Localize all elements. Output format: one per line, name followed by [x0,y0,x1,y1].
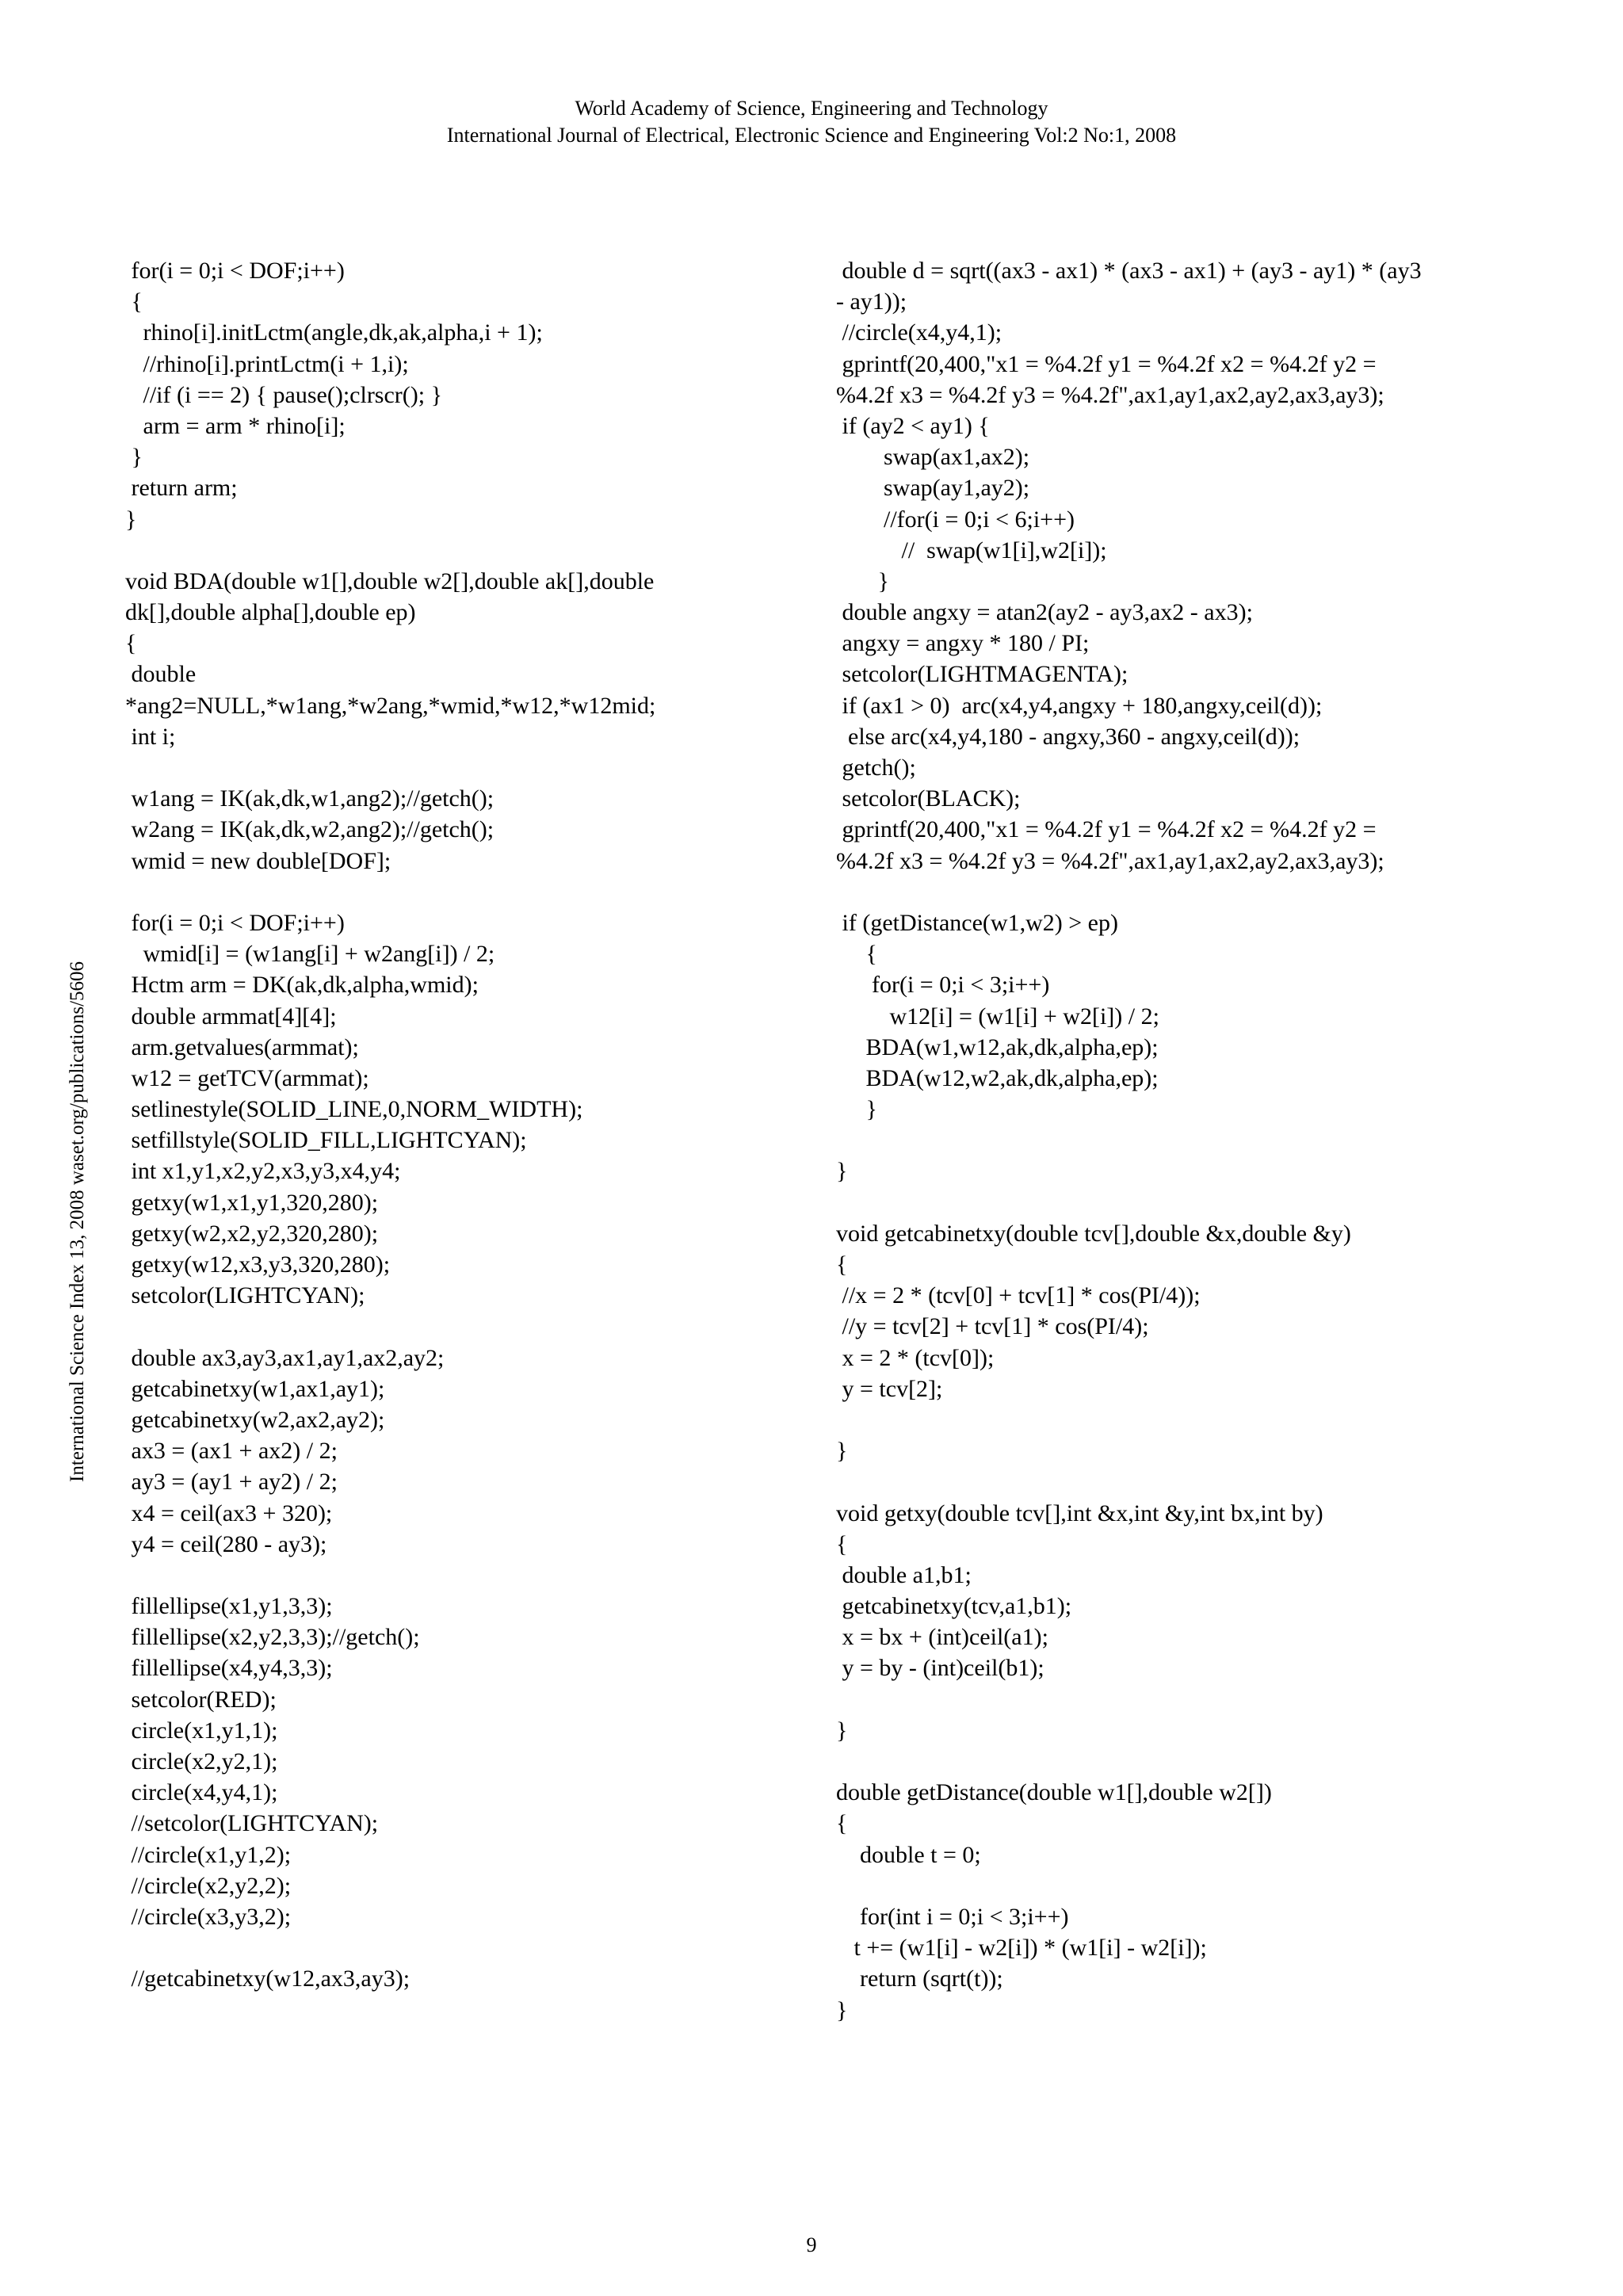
code-line: circle(x2,y2,1); [125,1748,278,1775]
code-line: angxy = angxy * 180 / PI; [836,630,1090,657]
code-line: dk[],double alpha[],double ep) [125,599,416,626]
code-line [836,1125,1510,1156]
code-line: getxy(w2,x2,y2,320,280); [125,1220,379,1247]
code-column-left [125,255,743,1995]
code-line [125,752,743,783]
code-line: swap(ax1,ax2); [836,444,1030,471]
code-line: x4 = ceil(ax3 + 320); [125,1499,333,1526]
code-line [125,535,743,566]
code-line [125,877,743,907]
code-line: //rhino[i].printLctm(i + 1,i); [125,350,409,377]
code-line: double ax3,ay3,ax1,ay1,ax2,ay2; [125,1344,445,1371]
code-line [125,1932,743,1963]
code-line: setcolor(BLACK); [836,785,1021,812]
code-line: double getDistance(double w1[],double w2[]) [836,1779,1272,1806]
code-line [125,1560,743,1591]
code-line: { [836,941,877,968]
code-line: setcolor(RED); [125,1686,277,1713]
code-line [836,1466,1510,1497]
code-line: x = bx + (int)ceil(a1); [836,1624,1048,1651]
code-line: x = 2 * (tcv[0]); [836,1344,995,1371]
code-line: wmid = new double[DOF]; [125,847,391,874]
code-line: } [836,1096,877,1123]
code-line: w12[i] = (w1[i] + w2[i]) / 2; [836,1003,1159,1030]
code-line: double a1,b1; [836,1561,972,1588]
code-line: return (sqrt(t)); [836,1966,1003,1992]
code-line: for(i = 0;i < 3;i++) [836,972,1050,999]
code-line [836,1187,1510,1218]
code-line: //circle(x4,y4,1); [836,319,1002,346]
code-line: { [125,630,137,657]
code-line [836,1684,1510,1715]
code-line: y = by - (int)ceil(b1); [836,1655,1044,1682]
code-line: } [836,1158,848,1185]
code-line: %4.2f x3 = %4.2f y3 = %4.2f",ax1,ay1,ax2,ay2,ax3,ay3); [836,847,1384,874]
code-line: gprintf(20,400,"x1 = %4.2f y1 = %4.2f x2 = %4.2f y2 = [836,816,1377,843]
code-line: getcabinetxy(w1,ax1,ay1); [125,1375,385,1402]
code-line: Hctm arm = DK(ak,dk,alpha,wmid); [125,972,479,999]
code-line: %4.2f x3 = %4.2f y3 = %4.2f",ax1,ay1,ax2,ay2,ax3,ay3); [836,381,1384,408]
code-line: getxy(w12,x3,y3,320,280); [125,1251,391,1278]
code-line: if (getDistance(w1,w2) > ep) [836,909,1118,936]
code-line: } [125,444,143,471]
code-line: //y = tcv[2] + tcv[1] * cos(PI/4); [836,1313,1149,1340]
code-line: setfillstyle(SOLID_FILL,LIGHTCYAN); [125,1127,527,1154]
code-line: swap(ay1,ay2); [836,475,1030,502]
code-line: ax3 = (ax1 + ax2) / 2; [125,1438,338,1465]
code-line: getcabinetxy(tcv,a1,b1); [836,1593,1072,1620]
code-line: ay3 = (ay1 + ay2) / 2; [125,1469,338,1496]
journal-citation: International Journal of Electrical, Electronic Science and Engineering Vol:2 No:1, 2008 [446,124,1177,147]
code-line: w12 = getTCV(armmat); [125,1064,369,1091]
code-line: circle(x4,y4,1); [125,1779,278,1806]
code-line [836,1870,1510,1901]
page-number: 9 [806,2233,817,2256]
code-line: void getxy(double tcv[],int &x,int &y,int bx,int by) [836,1499,1323,1526]
code-line [836,877,1510,907]
code-line: for(i = 0;i < DOF;i++) [125,909,345,936]
code-line: t += (w1[i] - w2[i]) * (w1[i] - w2[i]); [836,1935,1207,1962]
code-line: } [836,1438,848,1465]
code-line: if (ax1 > 0) arc(x4,y4,angxy + 180,angxy,ceil(d)); [836,692,1323,719]
code-line: fillellipse(x2,y2,3,3);//getch(); [125,1624,420,1651]
code-line: if (ay2 < ay1) { [836,412,990,439]
code-line: arm = arm * rhino[i]; [125,412,346,439]
code-column-right [836,255,1510,2026]
code-line: double [125,661,197,688]
code-line: } [836,1996,848,2023]
code-line: return arm; [125,475,238,502]
code-line: { [836,1251,848,1278]
side-index-note: International Science Index 13, 2008 waset.org/publications/5606 [67,961,88,1482]
code-line: double t = 0; [836,1841,981,1868]
code-line: *ang2=NULL,*w1ang,*w2ang,*wmid,*w12,*w12mid; [125,692,656,719]
code-line: { [125,288,143,315]
code-line [836,1746,1510,1777]
code-line [125,1311,743,1342]
code-line: { [836,1530,848,1557]
code-line: - ay1)); [836,288,907,315]
code-line: for(i = 0;i < DOF;i++) [125,258,345,284]
code-line: circle(x1,y1,1); [125,1717,278,1744]
code-line: int i; [125,723,176,750]
code-line: BDA(w12,w2,ak,dk,alpha,ep); [836,1064,1159,1091]
code-line: y = tcv[2]; [836,1375,943,1402]
code-line: double armmat[4][4]; [125,1003,337,1030]
code-line: double angxy = atan2(ay2 - ay3,ax2 - ax3); [836,599,1253,626]
code-line: w2ang = IK(ak,dk,w2,ang2);//getch(); [125,816,495,843]
code-line [836,1404,1510,1435]
code-line: //if (i == 2) { pause();clrscr(); } [125,381,443,408]
code-line: double d = sqrt((ax3 - ax1) * (ax3 - ax1) + (ay3 - ay1) * (ay3 [836,258,1422,284]
code-line: } [836,567,889,594]
code-line: setcolor(LIGHTMAGENTA); [836,661,1128,688]
code-line: getxy(w1,x1,y1,320,280); [125,1189,379,1216]
code-line: getcabinetxy(w2,ax2,ay2); [125,1406,385,1433]
code-line: gprintf(20,400,"x1 = %4.2f y1 = %4.2f x2 = %4.2f y2 = [836,350,1377,377]
code-line: else arc(x4,y4,180 - angxy,360 - angxy,ceil(d)); [836,723,1300,750]
code-line: getch(); [836,755,916,781]
code-line: } [836,1717,848,1744]
code-line: y4 = ceil(280 - ay3); [125,1530,327,1557]
code-line: arm.getvalues(armmat); [125,1033,359,1060]
page-header [0,95,1623,149]
code-line: w1ang = IK(ak,dk,w1,ang2);//getch(); [125,785,495,812]
code-line: //x = 2 * (tcv[0] + tcv[1] * cos(PI/4)); [836,1282,1201,1309]
journal-publisher: World Academy of Science, Engineering and Technology [575,97,1048,120]
code-line: fillellipse(x1,y1,3,3); [125,1593,333,1620]
code-line: //for(i = 0;i < 6;i++) [836,506,1075,533]
code-line: } [125,506,137,533]
code-line: // swap(w1[i],w2[i]); [836,537,1107,563]
code-line: //getcabinetxy(w12,ax3,ay3); [125,1966,411,1992]
code-line: setcolor(LIGHTCYAN); [125,1282,365,1309]
code-line: //setcolor(LIGHTCYAN); [125,1810,379,1837]
code-line: fillellipse(x4,y4,3,3); [125,1655,333,1682]
code-line: wmid[i] = (w1ang[i] + w2ang[i]) / 2; [125,941,495,968]
code-line: void getcabinetxy(double tcv[],double &x,double &y) [836,1220,1351,1247]
code-line: //circle(x2,y2,2); [125,1872,292,1899]
code-line: { [836,1810,848,1837]
code-line: for(int i = 0;i < 3;i++) [836,1903,1069,1930]
code-line: //circle(x3,y3,2); [125,1903,292,1930]
code-line: //circle(x1,y1,2); [125,1841,292,1868]
code-line: int x1,y1,x2,y2,x3,y3,x4,y4; [125,1158,401,1185]
code-line: setlinestyle(SOLID_LINE,0,NORM_WIDTH); [125,1096,583,1123]
code-line: void BDA(double w1[],double w2[],double ak[],double [125,567,655,594]
code-line: rhino[i].initLctm(angle,dk,ak,alpha,i + 1); [125,319,543,346]
code-line: BDA(w1,w12,ak,dk,alpha,ep); [836,1033,1159,1060]
